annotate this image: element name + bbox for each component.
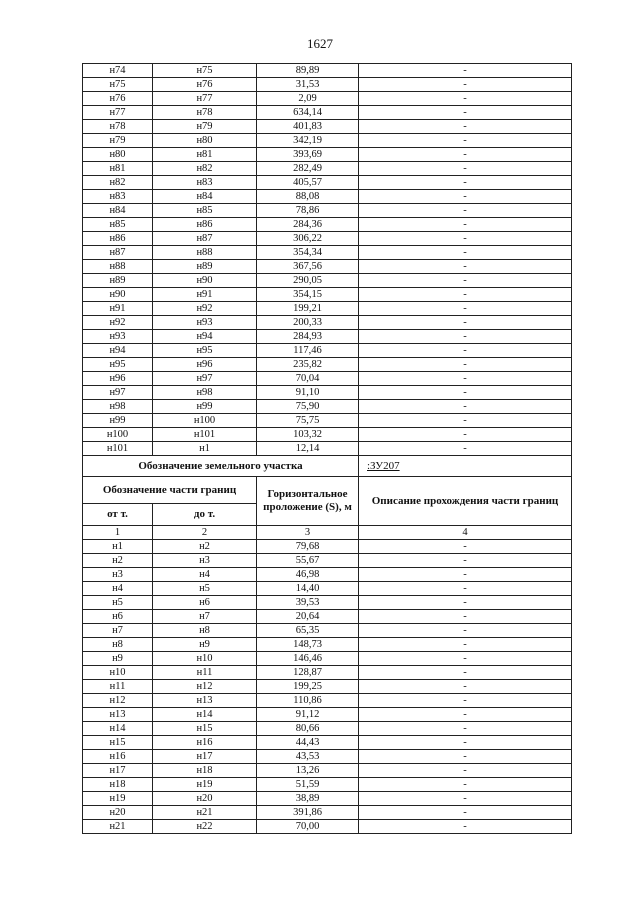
from-point-cell: н97	[83, 386, 153, 400]
distance-cell: 342,19	[257, 134, 359, 148]
from-point-cell: н94	[83, 344, 153, 358]
distance-cell: 284,36	[257, 218, 359, 232]
from-point-cell: н96	[83, 372, 153, 386]
parts-label: Обозначение части границ	[83, 477, 257, 504]
to-point-cell: н82	[153, 162, 257, 176]
to-point-cell: н21	[153, 806, 257, 820]
to-point-cell: н8	[153, 624, 257, 638]
to-point-cell: н1	[153, 442, 257, 456]
distance-cell: 20,64	[257, 610, 359, 624]
from-point-cell: н14	[83, 722, 153, 736]
distance-cell: 2,09	[257, 92, 359, 106]
from-point-cell: н17	[83, 764, 153, 778]
distance-cell: 43,53	[257, 750, 359, 764]
distance-cell: 200,33	[257, 316, 359, 330]
from-point-cell: н18	[83, 778, 153, 792]
table-row	[83, 792, 572, 806]
table-row	[83, 134, 572, 148]
table-row	[83, 190, 572, 204]
description-cell: -	[359, 330, 572, 344]
to-point-cell: н79	[153, 120, 257, 134]
table-row	[83, 106, 572, 120]
to-point-cell: н5	[153, 582, 257, 596]
col-number: 4	[359, 526, 572, 540]
from-point-cell: н10	[83, 666, 153, 680]
to-point-cell: н6	[153, 596, 257, 610]
from-point-cell: н1	[83, 540, 153, 554]
from-point-cell: н100	[83, 428, 153, 442]
description-cell: -	[359, 624, 572, 638]
table-row	[83, 246, 572, 260]
distance-cell: 110,86	[257, 694, 359, 708]
description-cell: -	[359, 106, 572, 120]
table-row	[83, 78, 572, 92]
to-point-cell: н15	[153, 722, 257, 736]
to-point-cell: н75	[153, 64, 257, 78]
description-cell: -	[359, 134, 572, 148]
from-point-cell: н92	[83, 316, 153, 330]
to-point-cell: н93	[153, 316, 257, 330]
description-cell: -	[359, 778, 572, 792]
distance-cell: 89,89	[257, 64, 359, 78]
distance-cell: 13,26	[257, 764, 359, 778]
to-point-cell: н10	[153, 652, 257, 666]
to-point-cell: н4	[153, 568, 257, 582]
to-point-cell: н3	[153, 554, 257, 568]
from-point-cell: н98	[83, 400, 153, 414]
table-row	[83, 428, 572, 442]
description-cell: -	[359, 750, 572, 764]
description-cell: -	[359, 372, 572, 386]
to-point-cell: н95	[153, 344, 257, 358]
description-cell: -	[359, 218, 572, 232]
from-point-cell: н81	[83, 162, 153, 176]
table-row	[83, 400, 572, 414]
description-cell: -	[359, 414, 572, 428]
distance-cell: 290,05	[257, 274, 359, 288]
parcel-header	[83, 456, 572, 540]
from-point-cell: н84	[83, 204, 153, 218]
distance-cell: 367,56	[257, 260, 359, 274]
boundary-table	[82, 63, 572, 834]
description-cell: -	[359, 148, 572, 162]
table-row	[83, 162, 572, 176]
parcel-code: :ЗУ207	[359, 456, 572, 477]
from-point-cell: н99	[83, 414, 153, 428]
table-row	[83, 120, 572, 134]
description-cell: -	[359, 246, 572, 260]
to-point-cell: н92	[153, 302, 257, 316]
distance-cell: 354,34	[257, 246, 359, 260]
distance-cell: 31,53	[257, 78, 359, 92]
from-point-cell: н3	[83, 568, 153, 582]
to-point-cell: н2	[153, 540, 257, 554]
from-point-cell: н9	[83, 652, 153, 666]
distance-cell: 354,15	[257, 288, 359, 302]
description-cell: -	[359, 442, 572, 456]
table-row	[83, 736, 572, 750]
to-point-cell: н89	[153, 260, 257, 274]
from-point-cell: н16	[83, 750, 153, 764]
description-cell: -	[359, 232, 572, 246]
description-cell: -	[359, 316, 572, 330]
to-point-cell: н100	[153, 414, 257, 428]
distance-cell: 391,86	[257, 806, 359, 820]
to-point-cell: н22	[153, 820, 257, 834]
distance-cell: 393,69	[257, 148, 359, 162]
from-point-cell: н101	[83, 442, 153, 456]
from-point-cell: н83	[83, 190, 153, 204]
distance-cell: 70,00	[257, 820, 359, 834]
table-row	[83, 610, 572, 624]
to-point-cell: н78	[153, 106, 257, 120]
table-row	[83, 820, 572, 834]
to-point-cell: н101	[153, 428, 257, 442]
parcel-label: Обозначение земельного участка	[83, 456, 359, 477]
to-point-cell: н7	[153, 610, 257, 624]
to-point-cell: н96	[153, 358, 257, 372]
table-row	[83, 722, 572, 736]
table-row	[83, 568, 572, 582]
table-row	[83, 274, 572, 288]
table-row	[83, 708, 572, 722]
distance-cell: 146,46	[257, 652, 359, 666]
from-point-cell: н80	[83, 148, 153, 162]
to-point-cell: н17	[153, 750, 257, 764]
description-cell: -	[359, 540, 572, 554]
distance-cell: 401,83	[257, 120, 359, 134]
description-cell: -	[359, 764, 572, 778]
description-cell: -	[359, 190, 572, 204]
distance-cell: 79,68	[257, 540, 359, 554]
description-label: Описание прохождения части границ	[359, 477, 572, 526]
table-row	[83, 806, 572, 820]
distance-cell: 634,14	[257, 106, 359, 120]
from-point-cell: н76	[83, 92, 153, 106]
description-cell: -	[359, 582, 572, 596]
description-cell: -	[359, 638, 572, 652]
from-point-cell: н8	[83, 638, 153, 652]
from-point-cell: н82	[83, 176, 153, 190]
table-row	[83, 778, 572, 792]
col-number: 3	[257, 526, 359, 540]
description-cell: -	[359, 204, 572, 218]
table-row	[83, 638, 572, 652]
description-cell: -	[359, 274, 572, 288]
to-point-cell: н12	[153, 680, 257, 694]
distance-cell: 199,25	[257, 680, 359, 694]
distance-cell: 14,40	[257, 582, 359, 596]
to-point-cell: н99	[153, 400, 257, 414]
description-cell: -	[359, 302, 572, 316]
table-row	[83, 764, 572, 778]
distance-cell: 80,66	[257, 722, 359, 736]
to-point-cell: н18	[153, 764, 257, 778]
distance-cell: 306,22	[257, 232, 359, 246]
table-row	[83, 652, 572, 666]
from-point-cell: н95	[83, 358, 153, 372]
to-point-cell: н97	[153, 372, 257, 386]
from-point-cell: н79	[83, 134, 153, 148]
description-cell: -	[359, 386, 572, 400]
description-cell: -	[359, 554, 572, 568]
to-point-cell: н81	[153, 148, 257, 162]
distance-cell: 117,46	[257, 344, 359, 358]
from-label: от т.	[83, 504, 153, 526]
distance-cell: 91,12	[257, 708, 359, 722]
horizontal-label: Горизонтальное проложение (S), м	[257, 477, 359, 526]
to-point-cell: н14	[153, 708, 257, 722]
from-point-cell: н4	[83, 582, 153, 596]
table-row	[83, 302, 572, 316]
boundary-table-bottom-section	[83, 540, 572, 834]
distance-cell: 103,32	[257, 428, 359, 442]
distance-cell: 44,43	[257, 736, 359, 750]
table-row	[83, 260, 572, 274]
description-cell: -	[359, 428, 572, 442]
to-point-cell: н83	[153, 176, 257, 190]
description-cell: -	[359, 610, 572, 624]
page-number: 1627	[307, 36, 333, 51]
distance-cell: 65,35	[257, 624, 359, 638]
from-point-cell: н85	[83, 218, 153, 232]
from-point-cell: н74	[83, 64, 153, 78]
table-row	[83, 204, 572, 218]
distance-cell: 12,14	[257, 442, 359, 456]
to-point-cell: н98	[153, 386, 257, 400]
description-cell: -	[359, 120, 572, 134]
description-cell: -	[359, 358, 572, 372]
description-cell: -	[359, 694, 572, 708]
to-point-cell: н80	[153, 134, 257, 148]
description-cell: -	[359, 344, 572, 358]
distance-cell: 284,93	[257, 330, 359, 344]
boundary-table-top-section	[83, 64, 572, 456]
distance-cell: 51,59	[257, 778, 359, 792]
table-row	[83, 358, 572, 372]
table-row	[83, 344, 572, 358]
description-cell: -	[359, 708, 572, 722]
to-point-cell: н94	[153, 330, 257, 344]
from-point-cell: н12	[83, 694, 153, 708]
table-row	[83, 666, 572, 680]
from-point-cell: н78	[83, 120, 153, 134]
description-cell: -	[359, 176, 572, 190]
from-point-cell: н75	[83, 78, 153, 92]
table-row	[83, 540, 572, 554]
to-label: до т.	[153, 504, 257, 526]
to-point-cell: н90	[153, 274, 257, 288]
description-cell: -	[359, 652, 572, 666]
to-point-cell: н91	[153, 288, 257, 302]
table-row	[83, 372, 572, 386]
to-point-cell: н85	[153, 204, 257, 218]
to-point-cell: н9	[153, 638, 257, 652]
distance-cell: 38,89	[257, 792, 359, 806]
table-row	[83, 92, 572, 106]
col-number: 1	[83, 526, 153, 540]
to-point-cell: н77	[153, 92, 257, 106]
from-point-cell: н21	[83, 820, 153, 834]
from-point-cell: н20	[83, 806, 153, 820]
distance-cell: 39,53	[257, 596, 359, 610]
from-point-cell: н15	[83, 736, 153, 750]
table-row	[83, 442, 572, 456]
description-cell: -	[359, 288, 572, 302]
table-row	[83, 64, 572, 78]
table-row	[83, 596, 572, 610]
to-point-cell: н16	[153, 736, 257, 750]
to-point-cell: н87	[153, 232, 257, 246]
to-point-cell: н88	[153, 246, 257, 260]
table-row	[83, 694, 572, 708]
table-row	[83, 148, 572, 162]
table-row	[83, 582, 572, 596]
distance-cell: 55,67	[257, 554, 359, 568]
description-cell: -	[359, 400, 572, 414]
table-row	[83, 624, 572, 638]
distance-cell: 78,86	[257, 204, 359, 218]
to-point-cell: н76	[153, 78, 257, 92]
table-row	[83, 680, 572, 694]
from-point-cell: н13	[83, 708, 153, 722]
col-number: 2	[153, 526, 257, 540]
description-cell: -	[359, 680, 572, 694]
description-cell: -	[359, 64, 572, 78]
description-cell: -	[359, 722, 572, 736]
description-cell: -	[359, 736, 572, 750]
to-point-cell: н84	[153, 190, 257, 204]
distance-cell: 128,87	[257, 666, 359, 680]
to-point-cell: н19	[153, 778, 257, 792]
from-point-cell: н91	[83, 302, 153, 316]
from-point-cell: н90	[83, 288, 153, 302]
from-point-cell: н93	[83, 330, 153, 344]
description-cell: -	[359, 792, 572, 806]
table-row	[83, 288, 572, 302]
description-cell: -	[359, 806, 572, 820]
description-cell: -	[359, 820, 572, 834]
from-point-cell: н11	[83, 680, 153, 694]
table-row	[83, 386, 572, 400]
table-row	[83, 232, 572, 246]
distance-cell: 148,73	[257, 638, 359, 652]
distance-cell: 199,21	[257, 302, 359, 316]
table-row	[83, 218, 572, 232]
from-point-cell: н2	[83, 554, 153, 568]
distance-cell: 88,08	[257, 190, 359, 204]
distance-cell: 91,10	[257, 386, 359, 400]
distance-cell: 282,49	[257, 162, 359, 176]
table-row	[83, 414, 572, 428]
table-row	[83, 750, 572, 764]
distance-cell: 46,98	[257, 568, 359, 582]
to-point-cell: н86	[153, 218, 257, 232]
table-row	[83, 330, 572, 344]
from-point-cell: н88	[83, 260, 153, 274]
from-point-cell: н89	[83, 274, 153, 288]
description-cell: -	[359, 78, 572, 92]
distance-cell: 405,57	[257, 176, 359, 190]
from-point-cell: н6	[83, 610, 153, 624]
table-row	[83, 176, 572, 190]
distance-cell: 75,75	[257, 414, 359, 428]
from-point-cell: н77	[83, 106, 153, 120]
table-row	[83, 316, 572, 330]
distance-cell: 235,82	[257, 358, 359, 372]
to-point-cell: н13	[153, 694, 257, 708]
from-point-cell: н19	[83, 792, 153, 806]
from-point-cell: н7	[83, 624, 153, 638]
from-point-cell: н5	[83, 596, 153, 610]
table-row	[83, 554, 572, 568]
from-point-cell: н86	[83, 232, 153, 246]
distance-cell: 75,90	[257, 400, 359, 414]
from-point-cell: н87	[83, 246, 153, 260]
description-cell: -	[359, 666, 572, 680]
distance-cell: 70,04	[257, 372, 359, 386]
to-point-cell: н11	[153, 666, 257, 680]
to-point-cell: н20	[153, 792, 257, 806]
description-cell: -	[359, 568, 572, 582]
description-cell: -	[359, 162, 572, 176]
description-cell: -	[359, 92, 572, 106]
description-cell: -	[359, 260, 572, 274]
description-cell: -	[359, 596, 572, 610]
